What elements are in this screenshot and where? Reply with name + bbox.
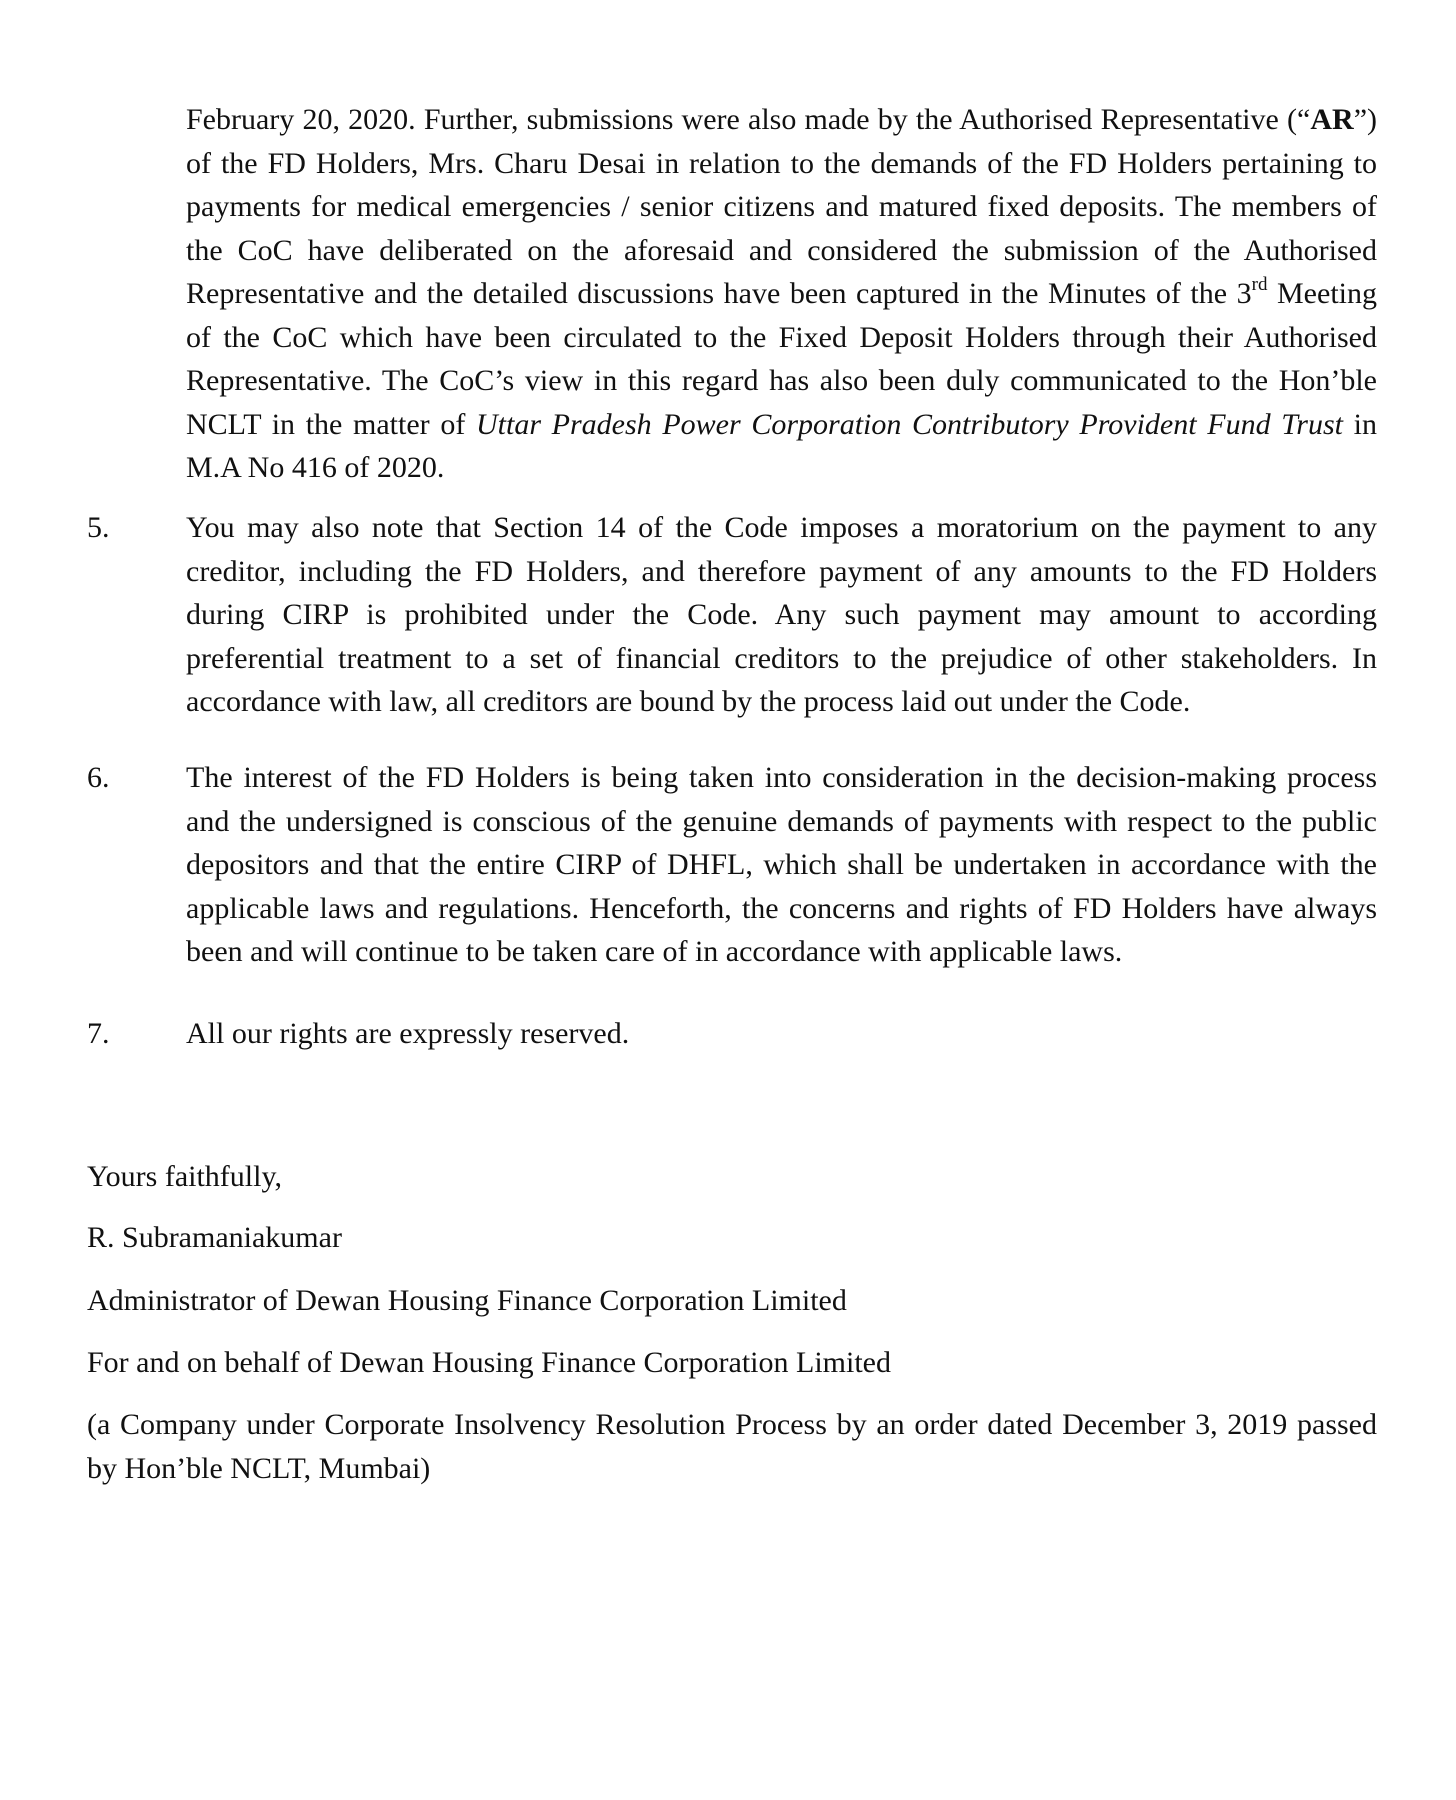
ar-abbreviation: AR [1310, 103, 1354, 136]
closing-salutation: Yours faithfully, [87, 1160, 283, 1193]
case-name: Uttar Pradesh Power Corporation Contributory Provident Fund Trust [476, 407, 1343, 441]
item-text: The interest of the FD Holders is being taken into consideration in the decision-making process and the undersigned is conscious of the genuine demands of payments with respect to the public depositors and that the entire CIRP of DHFL, which shall be undertaken in accordance with the applicable laws and regulations. Henceforth, the concerns and rights of FD Holders have always been and will continue to be taken care of in accordance with applicable laws. [186, 761, 1377, 968]
item-number: 5. [87, 511, 110, 544]
item-text: All our rights are expressly reserved. [186, 1017, 630, 1050]
text-segment: in M.A No 416 of 2020. [186, 407, 1377, 484]
company-status-note: (a Company under Corporate Insolvency Resolution Process by an order dated December 3, 2019 passed by Hon’ble NCLT, Mumbai) [87, 1408, 1377, 1485]
item-number: 7. [87, 1017, 110, 1050]
on-behalf-line: For and on behalf of Dewan Housing Finance Corporation Limited [87, 1346, 891, 1379]
text-segment: Meeting of the CoC which have been circulated to the Fixed Deposit Holders through their Authorised Representative. The CoC’s view in this regard has also been duly communicated to the Hon’ble NCLT in the matter of [186, 277, 1377, 441]
item-text: You may also note that Section 14 of the Code imposes a moratorium on the payment to any creditor, including the FD Holders, and therefore payment of any amounts to the FD Holders during CIRP is prohibited under the Code. Any such payment may amount to according preferential treatment to a set of financial creditors to the prejudice of other stakeholders. In accordance with law, all creditors are bound by the process laid out under the Code. [186, 511, 1377, 718]
signatory-name: R. Subramaniakumar [87, 1221, 342, 1254]
text-segment: February 20, 2020. Further, submissions were also made by the Authorised Representative (“ [186, 103, 1311, 136]
item-number: 6. [87, 761, 110, 794]
signatory-title: Administrator of Dewan Housing Finance Corporation Limited [87, 1284, 847, 1317]
ordinal-superscript: rd [1251, 274, 1268, 295]
continued-paragraph-text [186, 98, 1377, 490]
continued-paragraph [186, 98, 1377, 490]
text-segment: ”) of the FD Holders, Mrs. Charu Desai in relation to the demands of the FD Holders pertaining to payments for medical emergencies / senior citizens and matured fixed deposits. The members of the CoC have deliberated on the aforesaid and considered the submission of the Authorised Representative and the detailed discussions have been captured in the Minutes of the 3 [186, 103, 1377, 310]
